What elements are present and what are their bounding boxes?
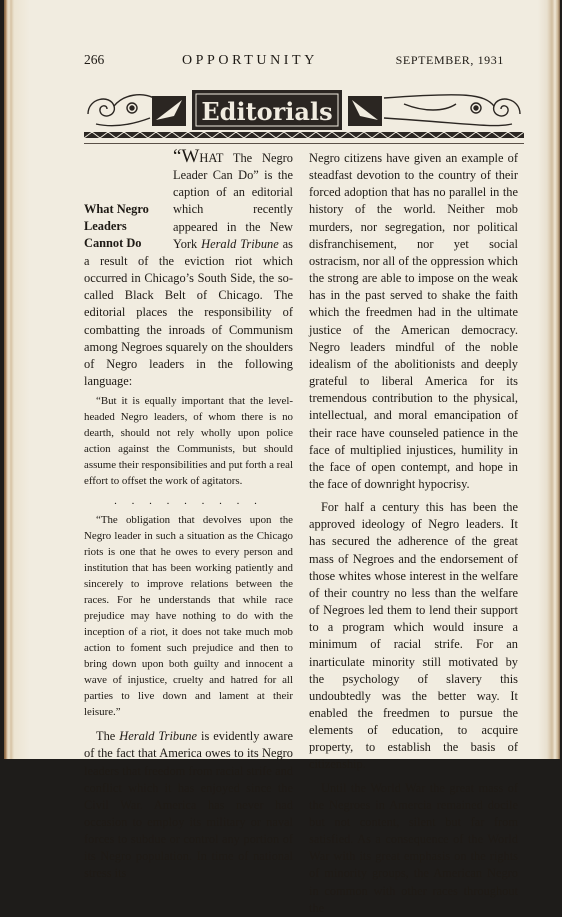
page-binding-edge [4, 0, 30, 759]
opening-paragraph: “WHAT The Negro Leader Can Do” is the caption of an editorial which recently appeared in the New York Herald Tribune as a result of the eviction riot which occurred in Chicago’s South Side, the so-called Black Belt of Chicago. The editorial places the responsibility of combatting the inroads of Communism among Negroes squarely on the shoulders of Negro leaders in the following language: [84, 146, 293, 389]
issue-date: SEPTEMBER, 1931 [395, 53, 504, 67]
left-column [84, 146, 293, 881]
right-scroll-ornament [384, 95, 520, 126]
editorials-banner [84, 84, 524, 138]
banner-rule [84, 143, 524, 144]
right-column [309, 150, 518, 915]
running-header [84, 52, 504, 70]
block-quote-1: “But it is equally important that the level-headed Negro leaders, of whom there is no dearth, should not rely wholly upon police action against the Communists, but should assume their responsibilities and put forth a real effort to offset the work of agitators. [84, 395, 293, 488]
body-paragraph: Until the World War the great mass of the Negroes in Amercia remained docile but not content, silent but far from satisfied. As a consequence of the World War with its great emphasis on the rights of minority groups, the American Negro in common with other races throughout the [309, 780, 518, 915]
body-paragraph: The Herald Tribune is evidently aware of the fact that America owes to its Negro leaders that freedom from racial strife and conflict which it has enjoyed since the Civil War. America has never had occasion to employ its military or naval forces to subdue or control any portion of its Negro population. In time of national stress its [84, 729, 293, 881]
newspaper-title: Herald Tribune [119, 729, 197, 744]
body-paragraph: Negro citizens have given an example of steadfast devotion to the country of their forced adoption that has no parallel in the history of the world. Neither mob murders, nor segregation, nor political disfranchisement, nor yet social ostracism, nor all of the oppression which the strong are able to impose on the weak has in the past served to shake the faith which the freedmen had in the ultimate justice of the American democracy. Negro leaders mindful of the noble idealism of the abolitionists and deeply grateful to liberal America for its tremendous contribution to the physical, intellectual, and moral emancipation of their race have counseled patience in the face of multiplied injustices, humility in the face of open contempt, and hope in the face of downright hypocrisy. [309, 151, 518, 491]
magazine-page [4, 0, 560, 915]
quote-ellipsis: . . . . . . . . . [114, 495, 263, 508]
block-quote-2: “The obligation that devolves upon the Negro leader in such a situation as the Chicago riots is one that he owes to every person and institution that has been working patiently and sincerely to improve relations between the races. For he understands that while race prejudice may have nothing to do with the inception of a riot, it does not take much mob action to foment such prejudice and then to bring down upon both guilty and innocent a wave of injustice, cruelty and hatred for all parties to live down and lament at their leisure.” [84, 514, 293, 719]
banner-heading: Editorials [201, 97, 333, 126]
page-number: 266 [84, 52, 105, 67]
editorial-sidehead: What Negro Leaders Cannot Do [84, 202, 149, 251]
page-right-edge [538, 0, 560, 759]
dropcap: “W [173, 146, 200, 167]
journal-title: OPPORTUNITY [181, 53, 318, 68]
left-scroll-ornament [88, 95, 154, 126]
body-paragraph: For half a century this has been the approved ideology of Negro leaders. It has secured the adherence of the great mass of Negroes and the endorsement of those whites whose interest in the welfare of their country no less than the welfare of Negroes led them to lend their support to a program which would insure a minimum of racial strife. For an inarticulate minority still motivated by the psychology of slavery this undoubtedly was the better way. It enabled the freedmen to pursue the elements of education, to acquire property, to establish the basis of citizenship. [309, 500, 518, 772]
newspaper-title: Herald Tribune [201, 236, 279, 251]
